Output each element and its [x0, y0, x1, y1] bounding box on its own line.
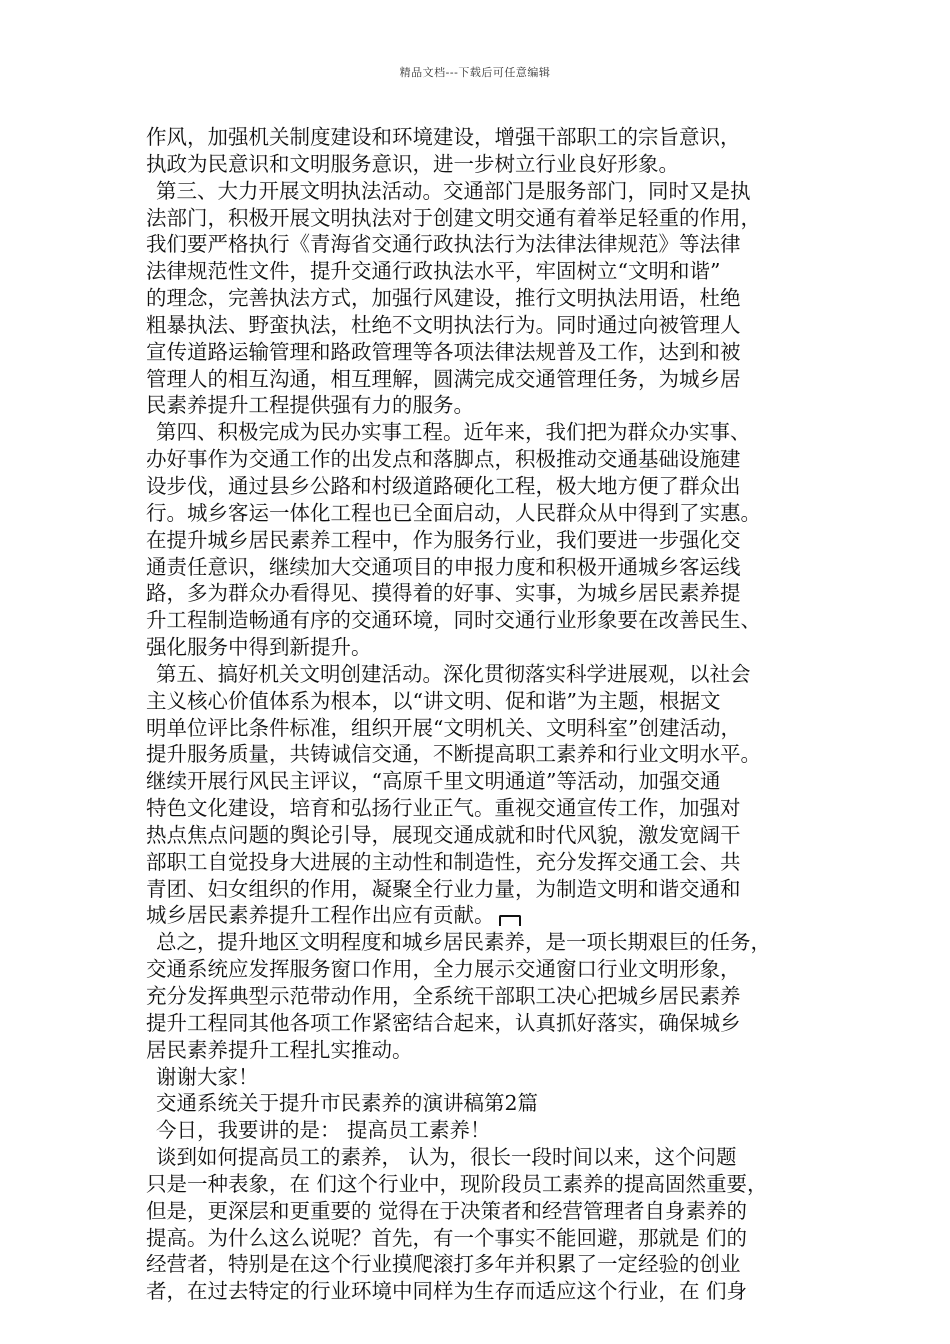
text-line: 路，多为群众办看得见、摸得着的好事、实事，为城乡居民素养提: [146, 581, 741, 606]
document-body: [146, 124, 822, 1305]
text-line: 设步伐，通过县乡公路和村级道路硬化工程，极大地方便了群众出: [146, 473, 741, 498]
text-line: 居民素养提升工程扎实推动。: [146, 1037, 413, 1062]
edit-mark-icon: [499, 915, 521, 926]
text-line: 充分发挥典型示范带动作用，全系统干部职工决心把城乡居民素养: [146, 984, 741, 1008]
text-line: 我们要严格执行《青海省交通行政执法行为法律法律规范》等法律: [146, 232, 741, 257]
text-line-with-mark: [146, 902, 822, 929]
text-line: 行。城乡客运一体化工程也已全面启动，人民群众从中得到了实惠。: [146, 500, 761, 525]
paragraph-start-line: 第四、积极完成为民办实事工程。近年来，我们把为群众办实事、: [156, 420, 751, 445]
paragraph-start-line: 总之，提升地区文明程度和城乡居民素养，是一项长期艰巨的任务，: [156, 930, 771, 955]
paragraph-start-line: 第五、搞好机关文明创建活动。深化贯彻落实科学进展观，以社会: [156, 661, 751, 686]
text-line: 法律规范性文件，提升交通行政执法水平，牢固树立“文明和谐”: [146, 259, 721, 284]
text-line: 升工程制造畅通有序的交通环境，同时交通行业形象要在改善民生、: [146, 608, 761, 633]
paragraph-start-line: 今日，我要讲的是： 提高员工素养！: [156, 1118, 491, 1143]
text-line: 青团、妇女组织的作用，凝聚全行业力量，为制造文明和谐交通和: [146, 876, 741, 901]
text-line: 办好事作为交通工作的出发点和落脚点，积极推动交通基础设施建: [146, 447, 741, 472]
text-line: 热点焦点问题的舆论引导，展现交通成就和时代风貌，激发宽阔干: [146, 822, 741, 847]
text-line: 只是一种表象，在 们这个行业中，现阶段员工素养的提高固然重要，: [146, 1171, 768, 1196]
text-line: 但是，更深层和更重要的 觉得在于决策者和经营管理者自身素养的: [146, 1198, 748, 1223]
text-line: 作风，加强机关制度建设和环境建设，增强干部职工的宗旨意识，: [146, 125, 741, 149]
text-line: 提高。为什么这么说呢？首先，有一个事实不能回避，那就是 们的: [146, 1225, 748, 1250]
text-line: 粗暴执法、野蛮执法，杜绝不文明执法行为。同时通过向被管理人: [146, 312, 741, 337]
text-line: 执政为民意识和文明服务意识，进一步树立行业良好形象。: [146, 151, 679, 176]
text-line: 部职工自觉投身大进展的主动性和制造性，充分发挥交通工会、共: [146, 849, 741, 874]
text-line: 继续开展行风民主评议，“高原千里文明通道”等活动，加强交通: [146, 769, 721, 794]
text-line: 明单位评比条件标准，组织开展“文明机关、文明科室”创建活动，: [146, 715, 741, 740]
text-line: 经营者，特别是在这个行业摸爬滚打多年并积累了一定经验的创业: [146, 1252, 741, 1277]
text-line: 提升服务质量，共铸诚信交通，不断提高职工素养和行业文明水平。: [146, 742, 761, 767]
page-header: 精品文档---下载后可任意编辑: [399, 66, 551, 79]
text-line: 特色文化建设，培育和弘扬行业正气。重视交通宣传工作，加强对: [146, 796, 741, 821]
text-line: 提升工程同其他各项工作紧密结合起来，认真抓好落实，确保城乡: [146, 1010, 741, 1035]
text-line: 主义核心价值体系为根本，以“讲文明、促和谐”为主题，根据文: [146, 688, 721, 713]
section-title: 交通系统关于提升市民素养的演讲稿第2篇: [156, 1091, 539, 1116]
paragraph-start-line: 第三、大力开展文明执法活动。交通部门是服务部门，同时又是执: [156, 178, 751, 203]
text-line: 的理念，完善执法方式，加强行风建设，推行文明执法用语，杜绝: [146, 286, 741, 311]
text-line: 者，在过去特定的行业环境中同样为生存而适应这个行业，在 们身: [146, 1279, 748, 1304]
text-line: 通责任意识，继续加大交通项目的申报力度和积极开通城乡客运线: [146, 554, 741, 579]
text-line: 宣传道路运输管理和路政管理等各项法律法规普及工作，达到和被: [146, 339, 741, 364]
text-line: 城乡居民素养提升工程作出应有贡献。: [146, 903, 495, 928]
paragraph-start-line: 谈到如何提高员工的素养， 认为，很长一段时间以来，这个问题: [156, 1145, 737, 1170]
text-line: 交通系统应发挥服务窗口作用，全力展示交通窗口行业文明形象，: [146, 957, 741, 982]
text-line: 强化服务中得到新提升。: [146, 635, 372, 660]
text-line: 管理人的相互沟通，相互理解，圆满完成交通管理任务，为城乡居: [146, 366, 741, 391]
text-line: 法部门，积极开展文明执法对于创建文明交通有着举足轻重的作用，: [146, 205, 761, 230]
text-line: 在提升城乡居民素养工程中，作为服务行业，我们要进一步强化交: [146, 527, 741, 552]
text-line: 民素养提升工程提供强有力的服务。: [146, 393, 474, 418]
closing-line: 谢谢大家！: [156, 1064, 259, 1089]
